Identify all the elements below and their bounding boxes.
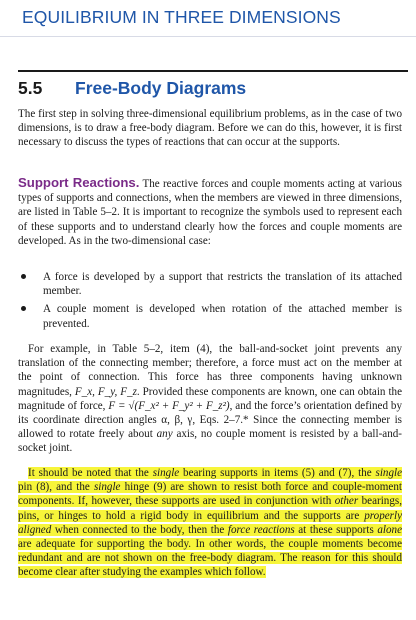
force-magnitude-formula: F = √(F_x² + F_y² + F_z²)	[108, 399, 230, 412]
highlighted-text: hinge (9) are shown to resist both force and couple-moment components. If, however, these supports are used in conjunction with	[18, 481, 402, 508]
example-text: , and the force’s orientation defined by its coordinate direction angles α, β, γ, Eqs. 2–7.* Since the connecting member is allowed to rotate freely about	[18, 399, 403, 441]
emphasis-text: single	[93, 481, 121, 494]
emphasis-text: other	[334, 495, 359, 508]
section-heading	[18, 70, 408, 102]
section-number: 5.5	[18, 78, 43, 98]
bullet-text: A couple moment is developed when rotation of the attached member is prevented.	[43, 303, 402, 330]
emphasis-text: force reactions	[227, 523, 295, 536]
highlighted-text: It should be noted that the	[28, 467, 153, 479]
highlighted-text: bearing supports in items (5) and (7), the	[179, 467, 376, 479]
bullet-item	[18, 302, 402, 330]
highlighted-text: are adequate for supporting the body. In other words, the couple moments become redundant and are not shown on the free-body diagram. The reason for this should become clear after studying the examples which follow.	[18, 538, 402, 579]
intro-paragraph: The first step in solving three-dimensional equilibrium problems, as in the case of two dimensions, is to draw a free-body diagram. Before we can do this, however, it is first necessary to discuss the types of reactions that can occur at the supports.	[18, 108, 402, 149]
chapter-title: EQUILIBRIUM IN THREE DIMENSIONS	[22, 7, 341, 27]
highlighted-text: at these supports	[294, 523, 378, 536]
support-reactions-heading: Support Reactions.	[18, 175, 140, 190]
example-text: . Provided these components are known, one can obtain the magnitude of force,	[18, 385, 402, 412]
highlighted-text: bearings, pins, or hinges to hold a rigid body in equilibrium and the supports are	[18, 495, 402, 522]
emphasis-text: alone	[377, 523, 402, 536]
emphasis-text: properly aligned	[18, 509, 402, 536]
bullet-dot-icon	[21, 274, 26, 279]
bullet-text: A force is developed by a support that restricts the translation of its attached member.	[43, 271, 402, 298]
example-paragraph	[18, 342, 402, 456]
highlighted-text: when connected to the body, then the	[51, 523, 228, 536]
bullet-item	[18, 270, 402, 298]
example-text: axis, no couple moment is resisted by a ball-and-socket joint.	[18, 428, 402, 455]
section-title: Free-Body Diagrams	[75, 78, 247, 98]
support-reactions-text: The reactive forces and couple moments acting at various types of supports and connections, when the members are viewed in three dimensions, are listed in Table 5–2. It is important to recognize the symbols used to represent each of these supports and to understand clearly how the forces and couple moments are developed. As in the two-dimensional case:	[18, 178, 402, 247]
emphasis-text: single	[375, 467, 402, 479]
bullet-dot-icon	[21, 306, 26, 311]
force-components: F_x, F_y, F_z	[74, 385, 137, 398]
highlighted-text: pin (8), and the	[18, 481, 94, 494]
emphasis-text: any	[156, 428, 173, 441]
emphasis-text: single	[152, 467, 180, 479]
highlighted-paragraph	[18, 466, 402, 580]
support-reactions-paragraph	[18, 176, 402, 248]
example-text: For example, in Table 5–2, item (4), the ball-and-socket joint prevents any translation of the connecting member; therefore, a force must act on the member at the point of connection. This force has three components having unknown magnitudes,	[18, 343, 402, 398]
chapter-header	[0, 0, 416, 37]
bullet-list	[18, 270, 402, 335]
